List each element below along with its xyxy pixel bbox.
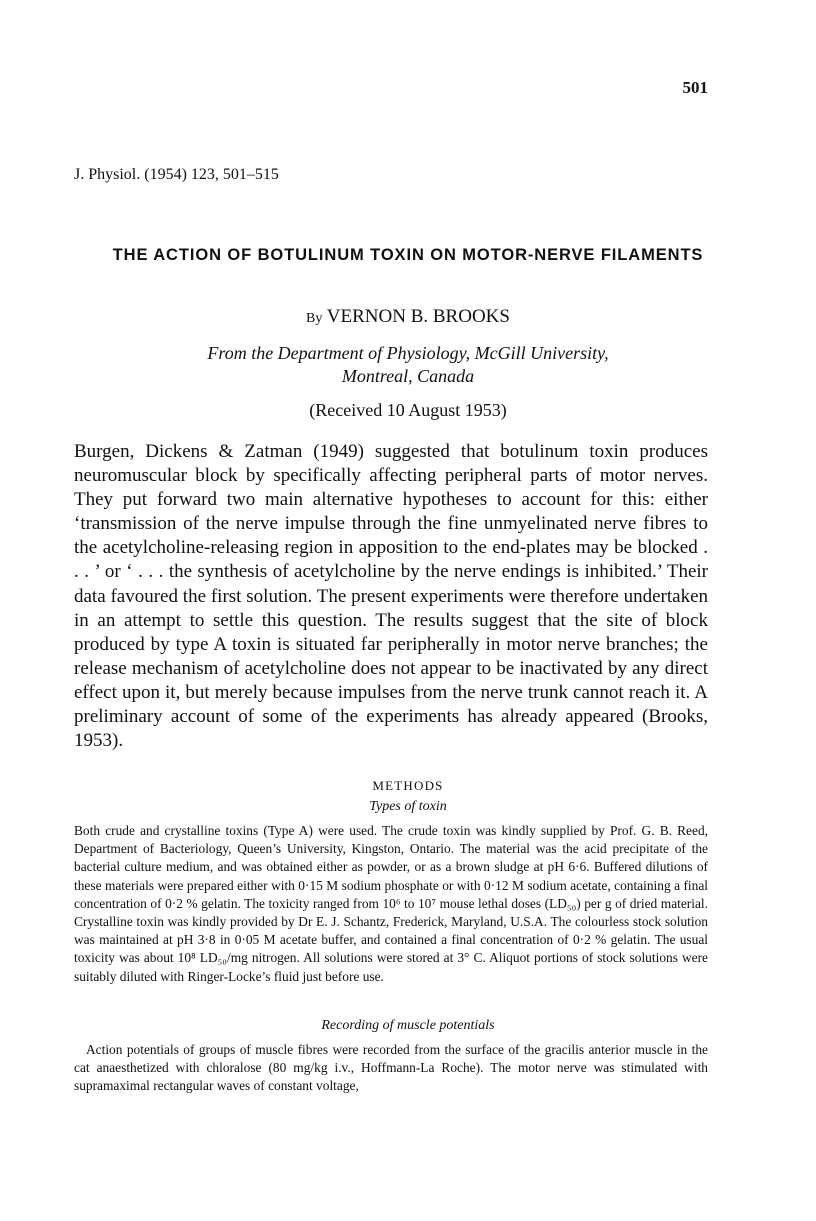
article-title: THE ACTION OF BOTULINUM TOXIN ON MOTOR-NERVE FILAMENTS: [112, 246, 704, 264]
affiliation-line-1: From the Department of Physiology, McGill University,: [207, 343, 609, 363]
types-of-toxin-paragraph: Both crude and crystalline toxins (Type A) were used. The crude toxin was kindly supplied by Prof. G. B. Reed, Department of Bacteriology, Queen’s University, Kingston, Ontario. The material was the acid precipitate of the bacterial culture medium, and was obtained either as powder, or as a brown sludge at pH 6·6. Buffered dilutions of these materials were prepared either with 0·15 M sodium phosphate or with 0·12 M sodium acetate, containing a final concentration of 0·2 % gelatin. The toxicity ranged from 10⁶ to 10⁷ mouse lethal doses (LD₅₀) per g of dried material. Crystalline toxin was kindly provided by Dr E. J. Schantz, Frederick, Maryland, U.S.A. The colourless stock solution was maintained at pH 3·8 in 0·05 M acetate buffer, and contained a final concentration of 0·2 % gelatin. The usual toxicity was about 10⁸ LD₅₀/mg nitrogen. All solutions were stored at 3° C. Aliquot portions of stock solutions were suitably diluted with Ringer-Locke’s fluid just before use.: [74, 823, 708, 984]
author-line: [60, 306, 756, 328]
author-name: VERNON B. BROOKS: [326, 306, 510, 327]
recording-heading: Recording of muscle potentials: [321, 1018, 495, 1033]
recording-paragraph: Action potentials of groups of muscle fibres were recorded from the surface of the gracilis anterior muscle in the cat anaesthetized with chloralose (80 mg/kg i.v., Hoffmann-La Roche). The motor nerve was stimulated with supramaximal rectangular waves of constant voltage,: [74, 1042, 708, 1094]
methods-heading: METHODS: [372, 778, 444, 793]
affiliation-line-2: Montreal, Canada: [341, 366, 475, 386]
types-of-toxin-heading: Types of toxin: [369, 799, 447, 814]
author-prefix: By: [306, 311, 323, 326]
page-number: 501: [682, 78, 708, 97]
journal-reference: J. Physiol. (1954) 123, 501–515: [74, 166, 279, 183]
affiliation: [120, 342, 696, 388]
abstract-paragraph: Burgen, Dickens & Zatman (1949) suggested that botulinum toxin produces neuromuscular block by specifically affecting peripheral parts of motor nerves. They put forward two main alternative hypotheses to account for this: either ‘transmission of the nerve impulse through the fine unmyelinated nerve fibres to the acetylcholine-releasing region in apposition to the end-plates may be blocked . . . ’ or ‘ . . . the synthesis of acetylcholine by the nerve endings is inhibited.’ Their data favoured the first solution. The present experiments were therefore undertaken in an attempt to settle this question. The results suggest that the site of block produced by type A toxin is situated far peripherally in motor nerve branches; the release mechanism of acetylcholine does not appear to be inactivated by any direct effect upon it, but merely because impulses from the nerve trunk cannot reach it. A preliminary account of some of the experiments has already appeared (Brooks, 1953).: [74, 441, 708, 752]
received-date: (Received 10 August 1953): [309, 400, 507, 420]
